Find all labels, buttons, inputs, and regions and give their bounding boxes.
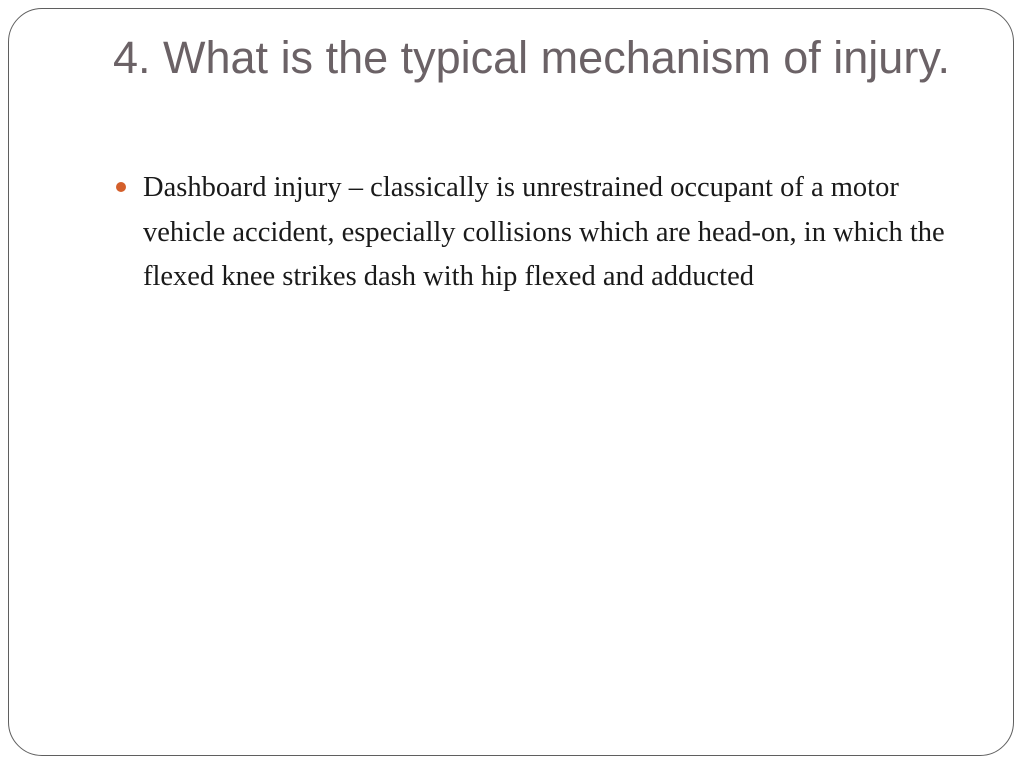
bullet-text: Dashboard injury – classically is unrestrained occupant of a motor vehicle accident, especially collisions which are head-on, in which the flexed knee strikes dash with hip flexed and adducted [143, 172, 945, 292]
bullet-item [113, 166, 953, 300]
slide-title: 4. What is the typical mechanism of injury. [113, 32, 950, 83]
bullet-dot-icon [116, 182, 126, 192]
slide-content [113, 166, 953, 300]
slide-frame [8, 8, 1014, 756]
